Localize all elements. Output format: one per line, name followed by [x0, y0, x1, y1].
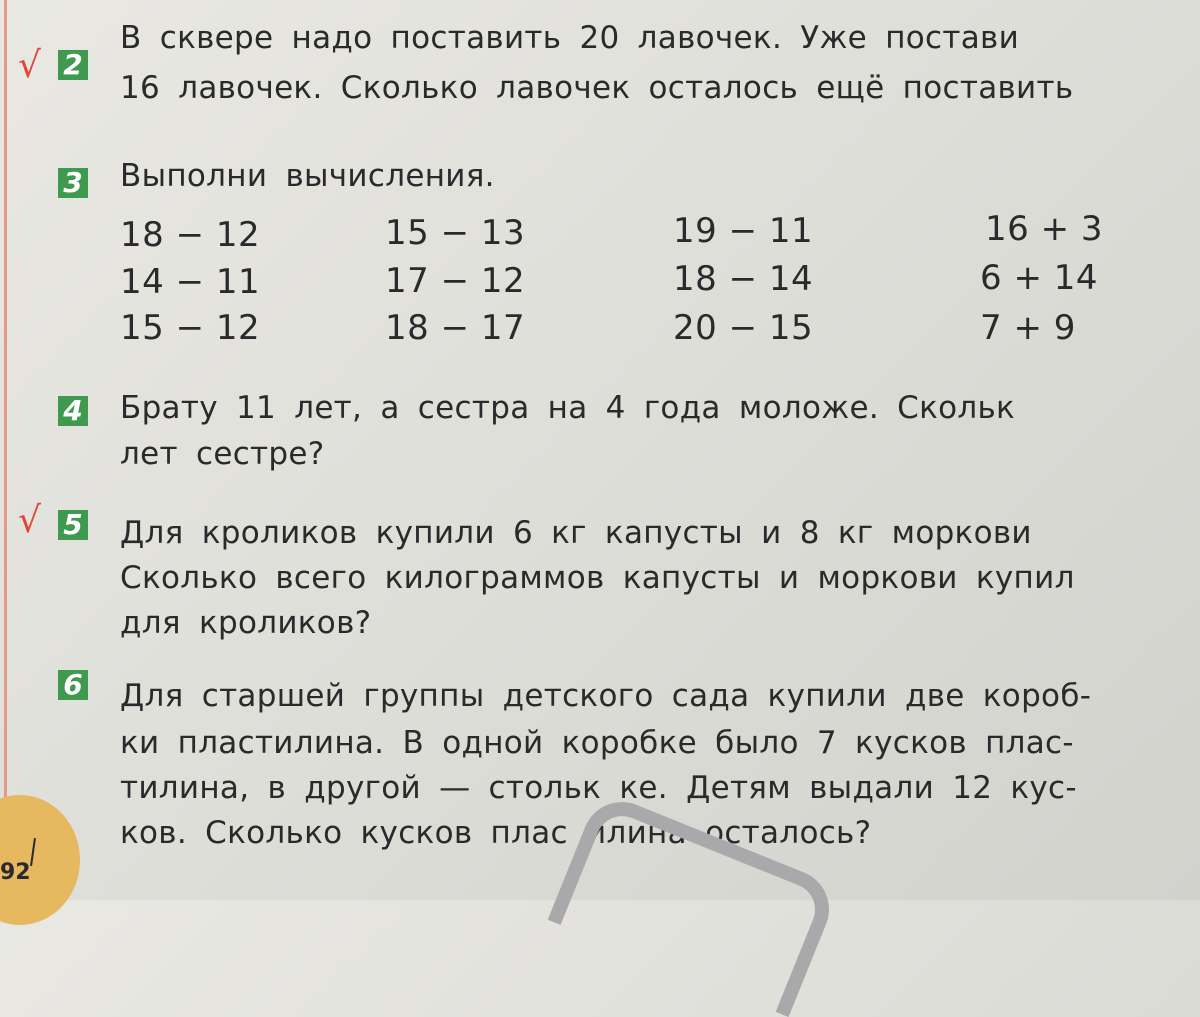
- margin-line: [4, 0, 7, 900]
- task-4-line-1: Брату 11 лет, а сестра на 4 года моложе. Скольк: [120, 390, 1016, 426]
- exercise: 18 − 12: [120, 215, 261, 255]
- task-6-line-2: ки пластилина. В одной коробке было 7 кусков плас-: [120, 725, 1074, 761]
- task-3-line-1: Выполни вычисления.: [120, 158, 495, 194]
- task-number-2: 2: [58, 50, 88, 80]
- page-number: 92: [0, 860, 31, 885]
- task-number-3: 3: [58, 168, 88, 198]
- task-number-5: 5: [58, 510, 88, 540]
- task-6-line-4: ков. Сколько кусков плас илина осталось?: [120, 815, 872, 851]
- task-5-line-3: для кроликов?: [120, 605, 372, 641]
- task-2-line-2: 16 лавочек. Сколько лавочек осталось ещё поставить: [120, 70, 1074, 106]
- task-number-6: 6: [58, 670, 88, 700]
- exercise: 18 − 14: [673, 259, 814, 299]
- teacher-checkmark: √: [18, 45, 41, 86]
- task-6-line-3: тилина, в другой — стольк ке. Детям выдали 12 кус-: [120, 770, 1077, 806]
- task-5-line-1: Для кроликов купили 6 кг капусты и 8 кг моркови: [120, 515, 1032, 551]
- exercise: 14 − 11: [120, 262, 261, 302]
- task-5-line-2: Сколько всего килограммов капусты и моркови купил: [120, 560, 1075, 596]
- exercise: 17 − 12: [385, 261, 526, 301]
- task-4-line-2: лет сестре?: [120, 436, 325, 472]
- teacher-checkmark: √: [18, 500, 41, 541]
- task-6-line-1: Для старшей группы детского сада купили две короб-: [120, 678, 1092, 714]
- exercise: 19 − 11: [673, 211, 814, 251]
- task-number-4: 4: [58, 396, 88, 426]
- task-2-line-1: В сквере надо поставить 20 лавочек. Уже постави: [120, 20, 1020, 56]
- exercise: 7 + 9: [980, 308, 1076, 348]
- exercise: 15 − 13: [385, 213, 526, 253]
- exercise: 20 − 15: [673, 308, 814, 348]
- exercise: 18 − 17: [385, 308, 526, 348]
- exercise: 15 − 12: [120, 308, 261, 348]
- exercise: 6 + 14: [980, 258, 1098, 298]
- exercise: 16 + 3: [985, 209, 1103, 249]
